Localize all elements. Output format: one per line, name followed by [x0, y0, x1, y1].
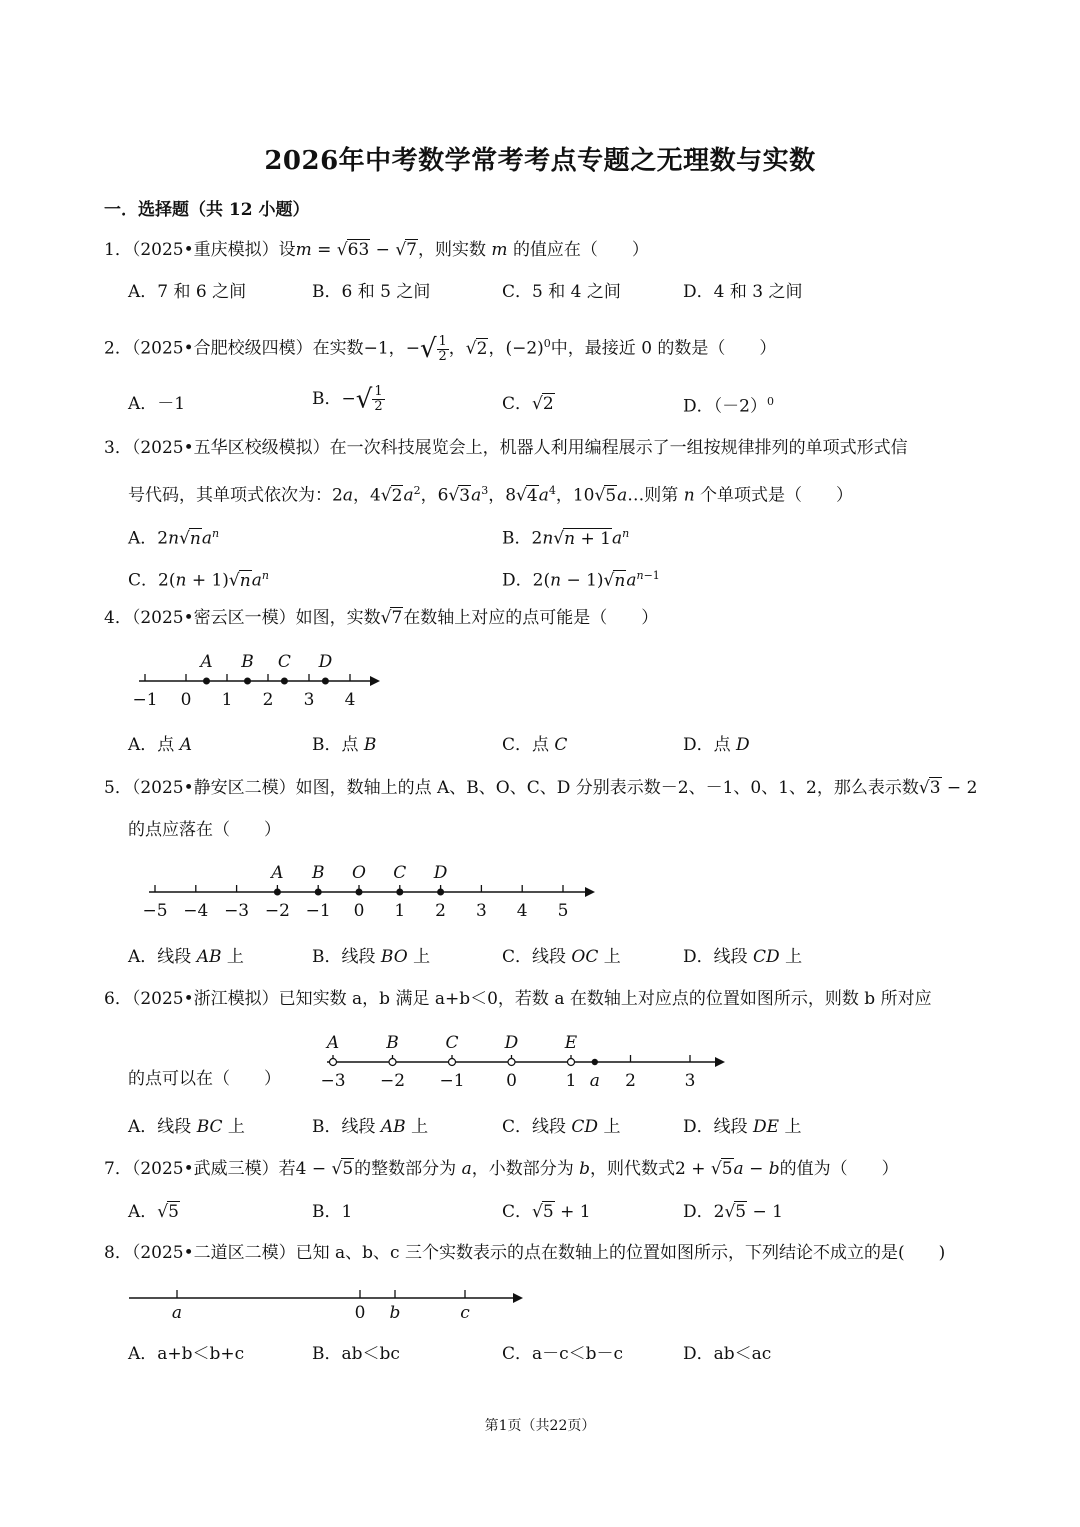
point-marker — [449, 1059, 456, 1066]
point-label: D — [433, 863, 448, 883]
point-label: D — [318, 652, 333, 672]
tick-label: −5 — [142, 901, 168, 921]
point-marker — [274, 889, 281, 896]
tick-label: 0 — [354, 1303, 366, 1323]
point-label: a — [589, 1071, 600, 1091]
q3-option-a[interactable]: A．$2n√na^n$ — [128, 527, 220, 549]
axis-arrow — [585, 887, 595, 897]
tick-label: a — [171, 1303, 183, 1323]
point-label: A — [200, 652, 213, 672]
tick-label: 4 — [344, 690, 356, 710]
tick-label: −4 — [183, 901, 209, 921]
tick-label: 1 — [394, 901, 406, 921]
q5-option-b[interactable]: B．线段 BO 上 — [312, 947, 431, 967]
tick-label: −1 — [132, 690, 158, 710]
point-marker — [592, 1059, 598, 1065]
question-6-cont: 的点可以在（ ） — [128, 1069, 281, 1089]
question-3-cont: 号代码，其单项式依次为：2a，$4√2a^2$，$6√3a^3$，$8√4a^4$，10√5a…则第 n 个单项式是（ ） — [128, 484, 854, 506]
point-label: A — [271, 863, 284, 883]
q2-option-a[interactable]: A．－1 — [128, 394, 186, 414]
axis-arrow — [370, 676, 380, 686]
q8-option-b[interactable]: B．ab＜bc — [312, 1344, 400, 1364]
point-label: B — [311, 863, 325, 883]
q4-option-a[interactable]: A．点 A — [128, 735, 192, 755]
point-label: D — [504, 1033, 519, 1053]
q4-option-d[interactable]: D．点 D — [683, 735, 750, 755]
q3-option-d[interactable]: D．$2(n - 1)√na^{n-1}$ — [502, 569, 660, 591]
tick-label: 3 — [684, 1071, 696, 1091]
q7-option-d[interactable]: D．2√5 − 1 — [683, 1202, 783, 1222]
tick-label: −1 — [305, 901, 331, 921]
question-3: 3．（2025•五华区校级模拟）在一次科技展览会上，机器人利用编程展示了一组按规律排列的单项式形式信 — [104, 438, 908, 458]
q8-option-a[interactable]: A．a+b＜b+c — [128, 1344, 245, 1364]
tick-label: 1 — [565, 1071, 577, 1091]
tick-label: 1 — [221, 690, 233, 710]
tick-label: −1 — [439, 1071, 465, 1091]
point-label: C — [277, 652, 291, 672]
point-marker — [437, 889, 444, 896]
point-label: B — [241, 652, 254, 672]
tick-label: 5 — [557, 901, 569, 921]
point-marker — [396, 889, 403, 896]
tick-label: 2 — [625, 1071, 636, 1091]
question-4: 4．（2025•密云区一模）如图，实数√7在数轴上对应的点可能是（ ） — [104, 608, 659, 628]
tick-label: 3 — [303, 690, 315, 710]
tick-label: c — [460, 1303, 470, 1323]
q4-option-b[interactable]: B．点 B — [312, 735, 377, 755]
point-marker — [356, 889, 363, 896]
q6-number-line — [295, 1028, 735, 1090]
tick-label: 0 — [180, 690, 192, 710]
q6-option-d[interactable]: D．线段 DE 上 — [683, 1117, 802, 1137]
q8-number-line — [125, 1282, 535, 1332]
q5-option-d[interactable]: D．线段 CD 上 — [683, 947, 803, 967]
tick-label: −3 — [320, 1071, 346, 1091]
question-6: 6．（2025•浙江模拟）已知实数 a，b 满足 a+b＜0，若数 a 在数轴上对应点的位置如图所示，则数 b 所对应 — [104, 989, 932, 1009]
point-marker — [281, 678, 288, 685]
point-marker — [315, 889, 322, 896]
q3-option-c[interactable]: C．$2(n + 1)√na^n$ — [128, 569, 269, 591]
point-marker — [389, 1059, 396, 1066]
axis-arrow — [715, 1057, 725, 1067]
tick-label: 4 — [516, 901, 528, 921]
q6-option-c[interactable]: C．线段 CD 上 — [502, 1117, 621, 1137]
point-label: B — [386, 1033, 399, 1053]
axis-arrow — [513, 1293, 523, 1303]
q6-option-b[interactable]: B．线段 AB 上 — [312, 1117, 429, 1137]
q4-number-line — [125, 645, 395, 715]
q3-option-b[interactable]: B．$2n√n + 1a^n$ — [502, 527, 630, 549]
page-footer: 第1页（共22页） — [484, 1418, 596, 1434]
tick-label: 2 — [435, 901, 447, 921]
point-label: A — [326, 1033, 340, 1053]
q8-option-d[interactable]: D．ab＜ac — [683, 1344, 772, 1364]
point-marker — [322, 678, 329, 685]
tick-label: 0 — [506, 1071, 517, 1091]
point-marker — [508, 1059, 515, 1066]
tick-label: 3 — [475, 901, 487, 921]
question-2: 2．（2025•合肥校级四模）在实数−1，−√ $\frac{1}{2}$ ，√2，$(-2)^0$中，最接近 0 的数是（ ） — [104, 333, 777, 365]
point-label: O — [352, 863, 366, 883]
q2-option-c[interactable]: C．√2 — [502, 394, 554, 414]
q7-option-a[interactable]: A．√5 — [128, 1202, 179, 1222]
q7-option-c[interactable]: C．√5 + 1 — [502, 1202, 591, 1222]
q8-option-c[interactable]: C．a－c＜b－c — [502, 1344, 624, 1364]
point-marker — [203, 678, 210, 685]
point-marker — [568, 1059, 575, 1066]
question-5: 5．（2025•静安区二模）如图，数轴上的点 A、B、O、C、D 分别表示数－2、－1、0、1、2，那么表示数√3 − 2 — [104, 778, 978, 798]
point-marker — [244, 678, 251, 685]
q1-option-a[interactable]: A．7 和 6 之间 — [128, 282, 247, 302]
q5-option-c[interactable]: C．线段 OC 上 — [502, 947, 621, 967]
q4-option-c[interactable]: C．点 C — [502, 735, 568, 755]
point-marker — [330, 1059, 337, 1066]
question-8: 8．（2025•二道区二模）已知 a、b、c 三个实数表示的点在数轴上的位置如图所示，下列结论不成立的是( ) — [104, 1243, 946, 1263]
point-label: C — [393, 863, 407, 883]
tick-label: 2 — [262, 690, 274, 710]
q5-option-a[interactable]: A．线段 AB 上 — [128, 947, 244, 967]
q6-option-a[interactable]: A．线段 BC 上 — [128, 1117, 245, 1137]
point-label: C — [445, 1033, 459, 1053]
section-title: 一．选择题（共 12 小题） — [104, 200, 310, 220]
tick-label: 0 — [353, 901, 365, 921]
question-5-cont: 的点应落在（ ） — [128, 820, 281, 840]
q7-option-b[interactable]: B．1 — [312, 1202, 353, 1222]
q5-number-line — [125, 858, 605, 928]
tick-label: −2 — [379, 1071, 406, 1091]
q1-option-d[interactable]: D．4 和 3 之间 — [683, 282, 803, 302]
tick-label: b — [389, 1303, 401, 1323]
q2-option-d[interactable]: D．$(-2)^0$ — [683, 395, 774, 417]
question-1: 1．（2025•重庆模拟）设m = √63 − √7，则实数 m 的值应在（ ） — [104, 240, 649, 260]
tick-label: −3 — [224, 901, 250, 921]
tick-label: −2 — [264, 901, 290, 921]
q1-option-c[interactable]: C．5 和 4 之间 — [502, 282, 621, 302]
q1-option-b[interactable]: B．6 和 5 之间 — [312, 282, 431, 302]
question-7: 7．（2025•武威三模）若4 − √5的整数部分为 a，小数部分为 b，则代数式2 + √5a − b的值为（ ） — [104, 1159, 899, 1179]
point-label: E — [564, 1033, 578, 1053]
q2-option-b[interactable]: B．−√ $\frac{1}{2}$ — [312, 384, 383, 415]
page-title: 2026年中考数学常考考点专题之无理数与实数 — [264, 146, 816, 176]
